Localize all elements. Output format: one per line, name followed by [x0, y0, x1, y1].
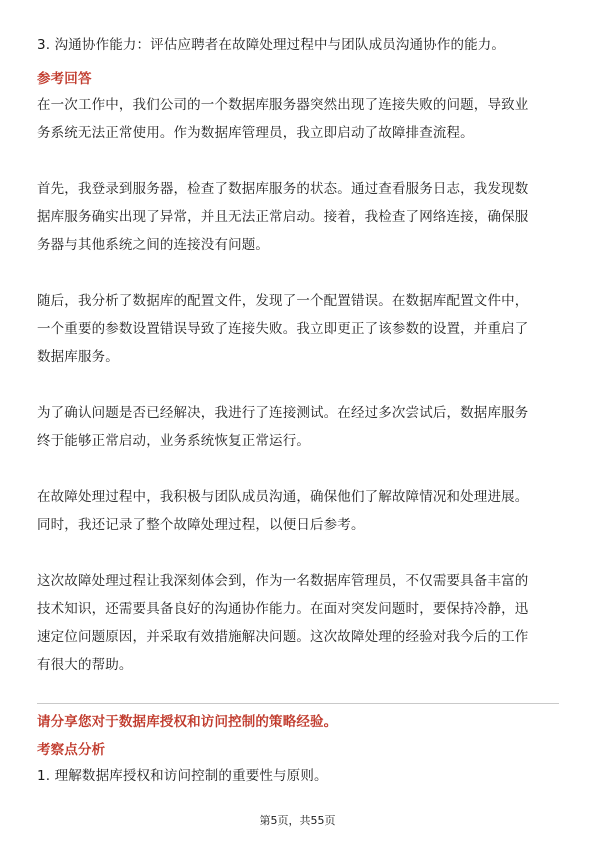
answer-line: 在一次工作中，我们公司的一个数据库服务器突然出现了连接失败的问题，导致业	[37, 97, 529, 113]
answer-line: 在故障处理过程中，我积极与团队成员沟通，确保他们了解故障情况和处理进展。	[37, 489, 529, 505]
answer-line: 务器与其他系统之间的连接没有问题。	[37, 237, 270, 253]
answer-line: 随后，我分析了数据库的配置文件，发现了一个配置错误。在数据库配置文件中，	[37, 293, 529, 309]
answer-line: 技术知识，还需要具备良好的沟通协作能力。在面对突发问题时，要保持冷静，迅	[37, 601, 529, 617]
answer-line: 有很大的帮助。	[37, 657, 133, 673]
answer-line: 数据库服务。	[37, 349, 119, 365]
reference-answer-heading: 参考回答	[37, 71, 92, 87]
section-divider	[37, 703, 559, 704]
answer-line: 一个重要的参数设置错误导致了连接失败。我立即更正了该参数的设置，并重启了	[37, 321, 529, 337]
next-question: 请分享您对于数据库授权和访问控制的策略经验。	[37, 714, 338, 730]
answer-line: 为了确认问题是否已经解决，我进行了连接测试。在经过多次尝试后，数据库服务	[37, 405, 529, 421]
evaluation-item-3: 3. 沟通协作能力：评估应聘者在故障处理过程中与团队成员沟通协作的能力。	[37, 37, 506, 53]
answer-line: 速定位问题原因，并采取有效措施解决问题。这次故障处理的经验对我今后的工作	[37, 629, 529, 645]
analysis-item-1: 1. 理解数据库授权和访问控制的重要性与原则。	[37, 768, 328, 784]
page-footer: 第5页，共55页	[259, 814, 336, 827]
answer-line: 同时，我还记录了整个故障处理过程，以便日后参考。	[37, 517, 365, 533]
answer-line: 据库服务确实出现了异常，并且无法正常启动。接着，我检查了网络连接，确保服	[37, 209, 529, 225]
answer-line: 首先，我登录到服务器，检查了数据库服务的状态。通过查看服务日志，我发现数	[37, 181, 529, 197]
analysis-heading: 考察点分析	[37, 742, 106, 758]
answer-line: 这次故障处理过程让我深刻体会到，作为一名数据库管理员，不仅需要具备丰富的	[37, 573, 529, 589]
answer-line: 终于能够正常启动，业务系统恢复正常运行。	[37, 433, 310, 449]
answer-line: 务系统无法正常使用。作为数据库管理员，我立即启动了故障排查流程。	[37, 125, 474, 141]
